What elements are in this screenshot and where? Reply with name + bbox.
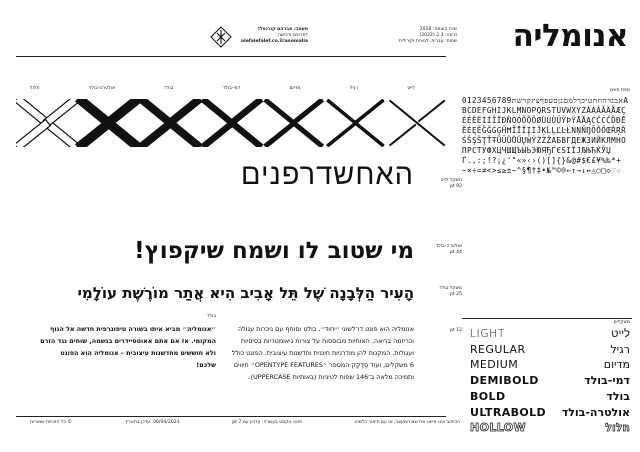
alef-glyph bbox=[143, 101, 197, 145]
weight-row bbox=[470, 357, 630, 373]
specimen-label bbox=[420, 178, 462, 190]
alef-glyph bbox=[329, 101, 383, 145]
specimen-size: 92 pt bbox=[449, 184, 462, 189]
weight-he: לייט bbox=[611, 327, 630, 340]
body-column-regular: אנומליה הוא פונט דו־לשוני ״יחוד״, בולט וסוחף עם ניכרות עגולה וכריזמה בריאה. האותיות מבוססות על צורות גיאומטריות בסיסיות ועגולות, המקנות להן מודרניות חיננית וחדשנות עיצובית. הפונט כולל 6 משקלים, ועוד סֶדֶקֶק המספר ״OPENTYPE FEATURES״ חיווים ותמיכה מלאה ב־146 שפות לטיניות (באותיות UPPERCASE). bbox=[231, 325, 414, 381]
body-column-bold: ״אנומליה״ מביא איתו בשורה טיפוגרפית חדשה אל הנוף המקומי. אז אם אתם אאוטסיידרים בנשמה, שוחים נגד הזרם ולא חוששים מחדשנות עיצובית – אנומליה הוא הפונט שלכם! bbox=[40, 325, 216, 369]
alef-glyph bbox=[205, 101, 259, 145]
weight-label: דמי-בולד bbox=[222, 86, 241, 91]
weight-row bbox=[470, 420, 630, 436]
weight-label: חלול bbox=[30, 86, 40, 91]
weight-en: REGULAR bbox=[470, 342, 526, 356]
alef-glyph bbox=[82, 101, 136, 145]
weights-list bbox=[470, 326, 630, 436]
weight-row bbox=[470, 326, 630, 342]
weight-en: HOLLOW bbox=[470, 421, 527, 435]
specimen-light: האחשדרפנים bbox=[240, 157, 414, 191]
purchase-label: לפרטים ורכישה: bbox=[276, 33, 308, 38]
purchase-link[interactable]: alefalefalef.co.il/anomalia bbox=[241, 39, 308, 44]
specimen-weight: אולטרה-בולד bbox=[435, 244, 462, 249]
glyph-map: אבגדהוזחטיכךלמםנןסעפףצץקרשת0123456789ABCDEFGHIJKLMNOPQRSTUVWXYZÀÁÂÃÄÅÆÇÈÉÊËÌÍÎÏÐÑÒÓÔÕÖØÙÚÛÜÝÞŸĀĂĄĆĈĊČĎĐĒĔĖĘĚĜĞĠĢĤĦĨĪĬĮİĴĶĹĻĽĿŁŃŅŇŊŌŎŐŒŔŖŘŚŜŞŠŢŤŦŨŪŬŮŰŲŴŶŹŻŽАБВГДЕЖЗИЙКЛМНОПРСТУФХЦЧШЩЪЫЬЭЮЯЂЃЄЅІЇЈЉЊЋЌЎЏҐ.,:;!?¡¿'"«»‹›()[]{}&@#$€£¥%‰*+−×÷=≠<>≤≥±~^§¶†‡•№™©®←↑→↓↔△○□◇♡☆ bbox=[462, 96, 629, 175]
weight-labels bbox=[30, 86, 415, 92]
weight-he: דמי-בולד bbox=[584, 374, 630, 388]
weight-label: אולטרה-בולד bbox=[88, 86, 116, 91]
release-info bbox=[355, 27, 457, 45]
footer-rule bbox=[16, 416, 446, 417]
footer-copyright: © כל הזכויות שמורות bbox=[30, 420, 73, 425]
weight-he: מדיום bbox=[603, 358, 630, 372]
specimen-size: 25 pt bbox=[449, 292, 462, 297]
weight-en: MEDIUM bbox=[470, 358, 519, 372]
font-title: אנומליה bbox=[512, 18, 628, 54]
weight-en: LIGHT bbox=[470, 327, 505, 340]
release-year: שנת הוצאה: 2018 bbox=[419, 27, 457, 32]
weight-row bbox=[470, 389, 630, 405]
footer-note: הכיתוב אינו מייצג את שם המעצב, או עם תיאור כלשהו bbox=[354, 420, 460, 425]
weight-row bbox=[470, 373, 630, 389]
designer-info bbox=[158, 27, 308, 45]
alef-glyph bbox=[20, 101, 74, 145]
footer-date: 06/04/2023 :עדכן בתאריך bbox=[124, 420, 180, 425]
top-rule bbox=[16, 56, 446, 57]
weight-row bbox=[470, 342, 630, 358]
release-languages: שפות: עברית, לטינית וקירילית bbox=[398, 39, 457, 44]
alef-glyph bbox=[267, 101, 321, 145]
alef-weight-row bbox=[16, 99, 448, 147]
designer-name: מעצב: אברהם קורנפלד bbox=[257, 27, 308, 32]
weights-title: משקלים bbox=[613, 320, 630, 325]
weight-en: DEMIBOLD bbox=[470, 374, 539, 388]
body-size-label: 12 pt bbox=[449, 328, 462, 333]
weight-en: ULTRABOLD bbox=[470, 405, 547, 419]
footer-note: פונט טקסט בעשרה: עדכון עם 7 pt bbox=[232, 420, 302, 425]
specimen-weight: משקל לייט bbox=[440, 178, 462, 183]
specimen-size: 44 pt bbox=[449, 250, 462, 255]
glyph-map-title: מפת תווים bbox=[609, 88, 630, 93]
weight-label: מדיום bbox=[289, 86, 301, 91]
weight-he: אולטרה-בולד bbox=[561, 405, 630, 419]
weight-label: רגיל bbox=[349, 86, 358, 91]
weight-label: לייט bbox=[407, 86, 415, 91]
release-version: גרסה: 2.3 (2022) bbox=[419, 33, 457, 38]
weight-he: חלול bbox=[605, 421, 630, 435]
body-weight-label: בולד bbox=[206, 314, 216, 319]
weight-en: BOLD bbox=[470, 389, 506, 403]
weight-row bbox=[470, 405, 630, 421]
weights-rule bbox=[462, 318, 632, 319]
specimen-label bbox=[420, 286, 462, 298]
footer bbox=[30, 420, 460, 426]
weight-he: בולד bbox=[606, 389, 630, 403]
weight-he: רגיל bbox=[610, 342, 630, 356]
weight-label: בולד bbox=[164, 86, 174, 91]
specimen-ultrabold: מי שטוב לו ושמח שיקפוץ! bbox=[134, 238, 414, 264]
specimen-label bbox=[420, 244, 462, 256]
specimen-weight: משקל בולד bbox=[439, 286, 462, 291]
alef-glyph bbox=[390, 101, 444, 145]
specimen-bold: הָעִיר הַלְּבָנָה שֶׁל תֵּל אָבִיב הִיא אֲתַר מוֹרֶשֶׁת עוֹלָמִי bbox=[77, 284, 414, 302]
